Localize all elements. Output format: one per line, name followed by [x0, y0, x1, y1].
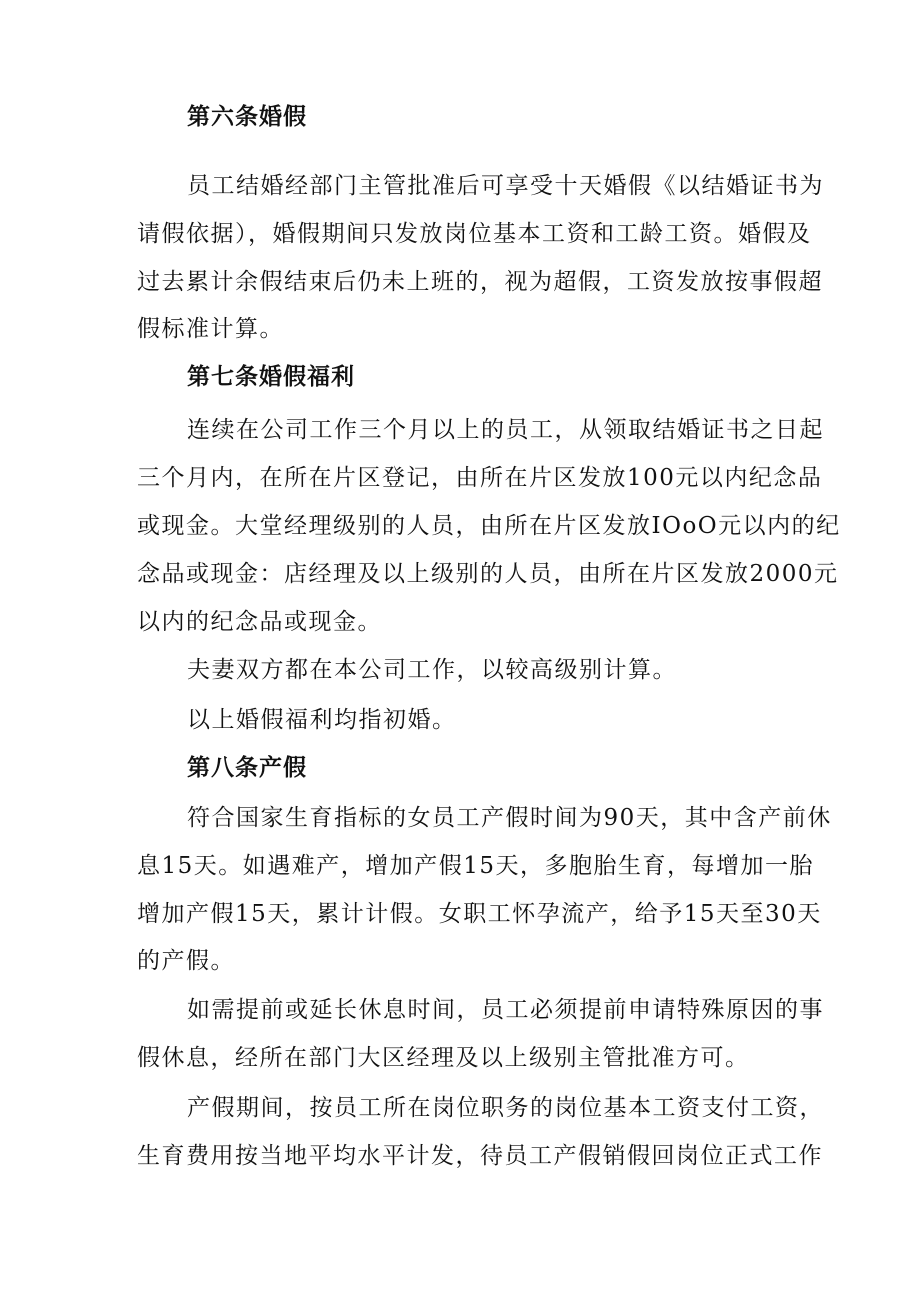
paragraph-line: 息15天。如遇难产，增加产假15天，多胞胎生育，每增加一胎 [137, 853, 815, 879]
paragraph-line: 三个月内，在所在片区登记，由所在片区发放100元以内纪念品 [137, 465, 823, 491]
paragraph-line: 过去累计余假结束后仍未上班的，视为超假，工资发放按事假超 [137, 269, 823, 295]
paragraph-line: 假标准计算。 [137, 316, 284, 342]
paragraph-line: 连续在公司工作三个月以上的员工，从领取结婚证书之日起 [187, 417, 824, 443]
paragraph-line: 或现金。大堂经理级别的人员，由所在片区发放IOoO元以内的纪 [137, 513, 841, 539]
paragraph-line: 的产假。 [137, 948, 235, 974]
paragraph-line: 夫妻双方都在本公司工作，以较高级别计算。 [187, 657, 677, 683]
paragraph-line: 生育费用按当地平均水平计发，待员工产假销假回岗位正式工作 [137, 1143, 823, 1169]
paragraph-line: 产假期间，按员工所在岗位职务的岗位基本工资支付工资， [187, 1095, 824, 1121]
paragraph-line: 以上婚假福利均指初婚。 [187, 707, 457, 733]
paragraph-line: 增加产假15天，累计计假。女职工怀孕流产，给予15天至30天 [137, 901, 822, 927]
paragraph-line: 员工结婚经部门主管批准后可享受十天婚假《以结婚证书为 [187, 173, 824, 199]
article-7-heading: 第七条婚假福利 [187, 363, 355, 390]
article-6-heading: 第六条婚假 [187, 103, 307, 130]
article-8-heading: 第八条产假 [187, 754, 307, 781]
paragraph-line: 请假依据），婚假期间只发放岗位基本工资和工龄工资。婚假及 [137, 221, 812, 247]
paragraph-line: 符合国家生育指标的女员工产假时间为90天，其中含产前休 [187, 805, 832, 831]
paragraph-line: 以内的纪念品或现金。 [137, 609, 382, 635]
paragraph-line: 念品或现金：店经理及以上级别的人员，由所在片区发放2000元 [137, 561, 839, 587]
paragraph-line: 如需提前或延长休息时间，员工必须提前申请特殊原因的事 [187, 997, 824, 1023]
paragraph-line: 假休息，经所在部门大区经理及以上级别主管批准方可。 [137, 1045, 750, 1071]
